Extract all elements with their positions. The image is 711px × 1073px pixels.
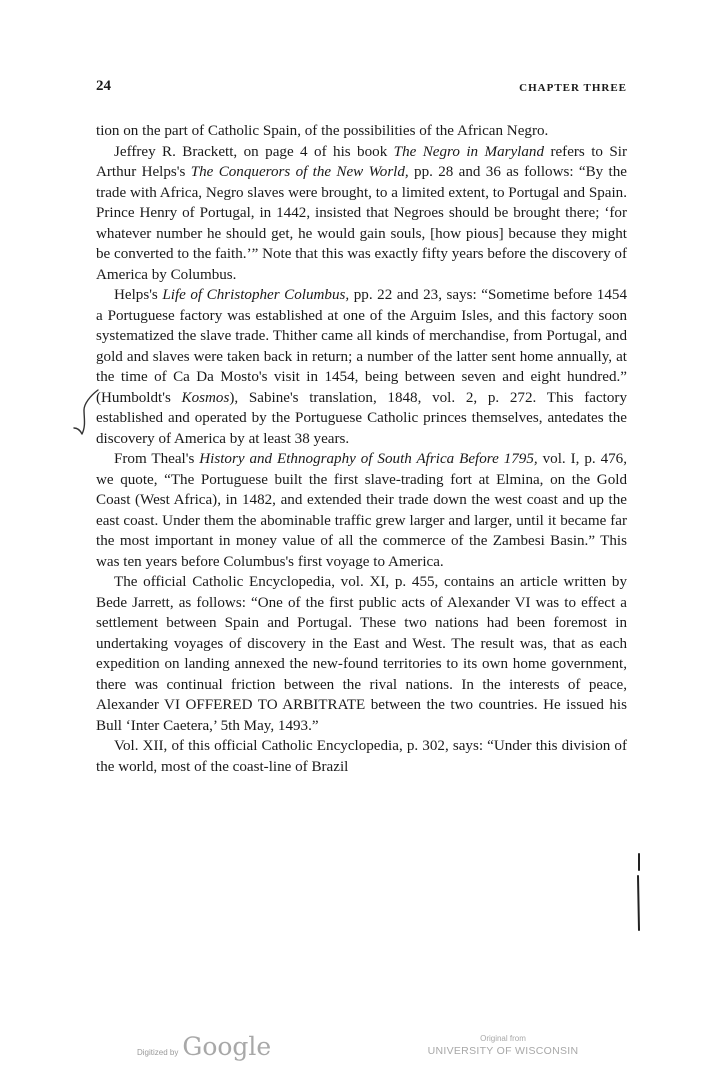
margin-check-mark: [72, 388, 100, 438]
italic-title: The Negro in Maryland: [393, 143, 545, 160]
text-run: tion on the part of Catholic Spain, of the possibilities of the African Negro.: [96, 123, 549, 139]
source-attribution: [418, 1034, 588, 1058]
margin-line-mark: [634, 852, 644, 932]
text-run: The official Catholic Encyclopedia, vol. XI, p. 455, contains an article written by Bede Jarrett, as follows: “One of the first public acts of Alexander VI was to effect a settlement between Spain and Portugal. These two nations had been foremost in undertaking voyages of discovery in the East and West. The result was, that as each expedition on landing annexed the new-found territories to its own home government, there was continual friction between the rival nations. In the interests of peace, Alexander VI OFFERED TO ARBITRATE between the two countries. He issued his Bull ‘Inter Caetera,’ 5th May, 1493.”: [96, 574, 627, 734]
text-run: pp. 28 and 36 as follows: “By the trade with Africa, Negro slaves were brought, to a limited extent, to Portugal and Spain. Prince Henry of Portugal, in 1442, insisted that Negroes should be brought there; ‘for whatever number he should get, he would gain souls, [how pious] because they might be converted to the faith.’” Note that this was exactly fifty years before the discovery of America by Columbus.: [96, 164, 627, 283]
digitized-by-google: [137, 1032, 271, 1061]
running-head: CHAPTER THREE: [519, 82, 627, 94]
text-run: Jeffrey R. Brackett, on page 4 of his book: [114, 143, 394, 160]
page-number: 24: [96, 78, 111, 94]
paragraph: [96, 285, 627, 449]
digitized-by-label: Digitized by: [137, 1048, 179, 1057]
paragraph: [96, 449, 627, 572]
text-run: pp. 22 and 23, says: “Sometime before 1454 a Portuguese factory was established at one of the Arguim Isles, and this factory soon systematized the slave trade. Thither came all kinds of merchandise, from Portugal, and gold and slaves were taken back in return; a number of the latter sent home annually, at the time of Ca Da Mosto's visit in 1454, being between seven and eight hundred.” (Humboldt's: [96, 287, 627, 406]
text-run: Helps's: [114, 287, 163, 303]
body-text: [96, 121, 627, 777]
university-label: UNIVERSITY OF WISCONSIN: [427, 1045, 579, 1057]
paragraph: [96, 572, 627, 736]
italic-title: The Conquerors of the New World,: [190, 164, 409, 180]
text-run: refers to Sir Arthur Helps's: [96, 143, 628, 180]
google-logo: Google: [182, 1032, 272, 1061]
text-run: vol. I, p. 476, we quote, “The Portuguese built the first slave-trading fort at Elmina, on the Gold Coast (West Africa), in 1482, and extended their trade down the west coast and up the east coast. Under them the abominable traffic grew larger and larger, until it became far the most important in money value of all the commerce of the Zambesi Basin.” This was ten years before Columbus's first voyage to America.: [96, 451, 627, 570]
paragraph: [96, 142, 627, 286]
italic-title: Kosmos: [181, 389, 230, 406]
italic-title: History and Ethnography of South Africa Before 1795,: [199, 451, 538, 467]
italic-title: Life of Christopher Columbus,: [162, 287, 350, 303]
text-run: From Theal's: [114, 451, 200, 467]
text-run: Vol. XII, of this official Catholic Encyclopedia, p. 302, says: “Under this division of the world, most of the coast-line of Brazil: [96, 738, 627, 775]
paragraph: [96, 121, 627, 142]
text-run: ), Sabine's translation, 1848, vol. 2, p. 272. This factory established and operated by the Portuguese Catholic princes themselves, antedates the discovery of America by at least 38 years.: [96, 389, 627, 447]
original-from-label: Original from: [480, 1034, 526, 1043]
paragraph: [96, 736, 627, 777]
